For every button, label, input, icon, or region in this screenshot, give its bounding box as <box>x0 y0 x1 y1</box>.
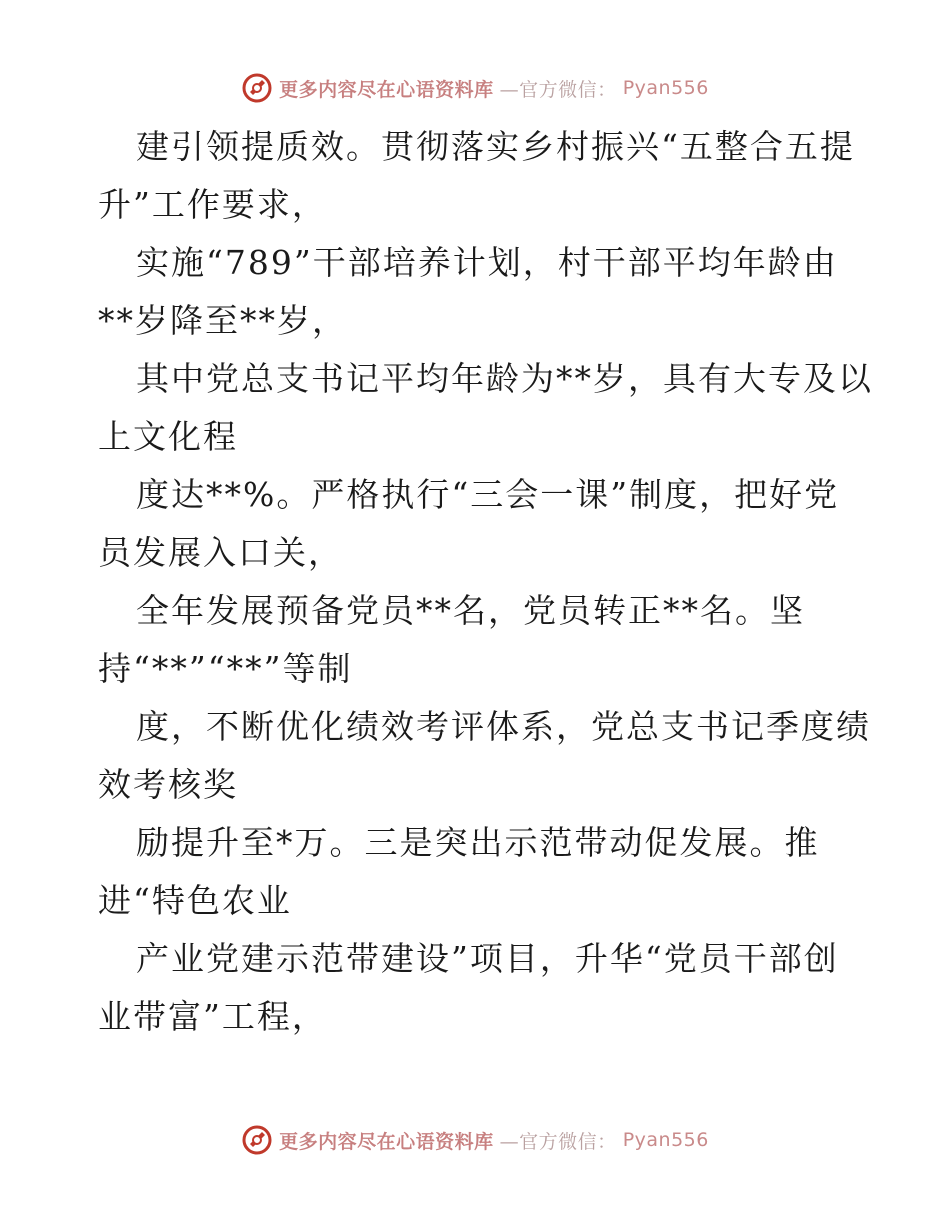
brand-logo-icon <box>241 1124 273 1156</box>
text-line: 员发展入口关， <box>98 533 343 572</box>
watermark-brand-text: 更多内容尽在心语资料库 <box>279 1130 494 1153</box>
text-line: 度达**%。严格执行“三会一课”制度，把好党 <box>136 475 840 514</box>
text-line: **岁降至**岁， <box>98 301 347 340</box>
text-line: 升”工作要求， <box>98 185 327 224</box>
text-line: 效考核奖 <box>98 765 238 804</box>
text-line: 建引领提质效。贯彻落实乡村振兴“五整合五提 <box>136 127 855 166</box>
watermark-official-label: —官方微信： <box>499 78 617 101</box>
text-line: 持“**”“**”等制 <box>98 649 353 688</box>
brand-logo-icon <box>241 72 273 104</box>
watermark-official-label: —官方微信： <box>499 1130 617 1153</box>
watermark-wechat-id: Pyan556 <box>622 77 709 99</box>
document-body <box>98 118 873 1046</box>
watermark-brand-text: 更多内容尽在心语资料库 <box>279 78 494 101</box>
text-line: 实施“789”干部培养计划，村干部平均年龄由 <box>136 243 838 282</box>
text-line: 产业党建示范带建设”项目，升华“党员干部创 <box>136 939 839 978</box>
watermark-wechat-id: Pyan556 <box>622 1129 709 1151</box>
text-line: 业带富”工程， <box>98 997 327 1036</box>
header-watermark <box>0 72 950 104</box>
text-line: 其中党总支书记平均年龄为**岁，具有大专及以 <box>136 359 873 398</box>
text-line: 进“特色农业 <box>98 881 292 920</box>
footer-watermark <box>0 1124 950 1156</box>
text-line: 度，不断优化绩效考评体系，党总支书记季度绩 <box>136 707 871 746</box>
text-line: 全年发展预备党员**名，党员转正**名。坚 <box>136 591 805 630</box>
text-line: 励提升至*万。三是突出示范带动促发展。推 <box>136 823 820 862</box>
text-line: 上文化程 <box>98 417 238 456</box>
